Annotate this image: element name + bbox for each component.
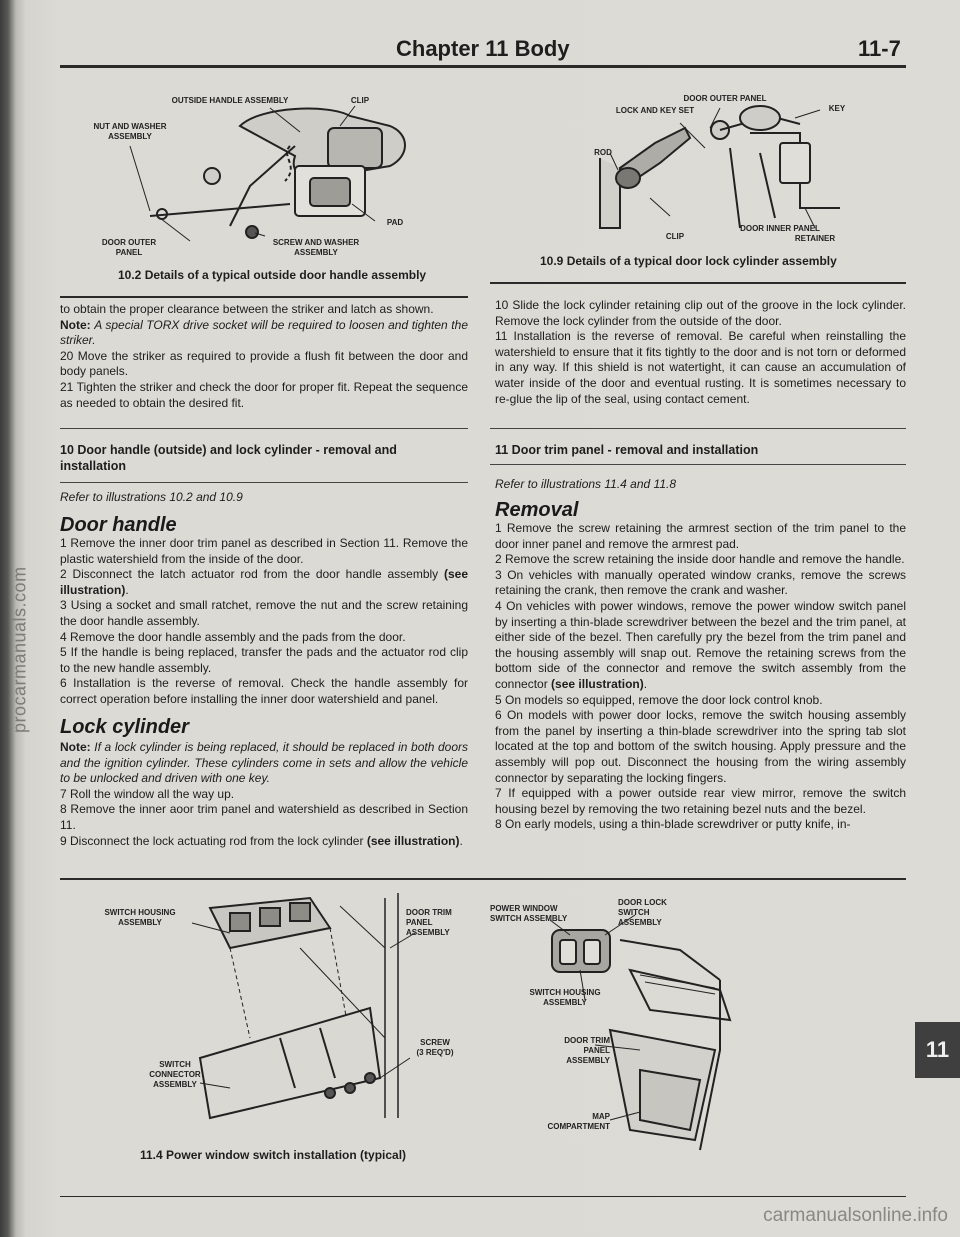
section-11-heading: 11 Door trim panel - removal and installation xyxy=(495,443,759,457)
label-screw-3: SCREW (3 REQ'D) xyxy=(416,1038,454,1057)
step-l9: 9 Disconnect the lock actuating rod from the lock cylinder (see illustration). xyxy=(60,833,463,848)
label-outside-handle: OUTSIDE HANDLE ASSEMBLY xyxy=(171,96,289,105)
caption-10-2: 10.2 Details of a typical outside door handle assembly xyxy=(118,268,427,282)
section-11-refer: Refer to illustrations 11.4 and 11.8 xyxy=(495,477,676,491)
step-r6: 6 On models with power door locks, remove the switch housing assembly from the panel by inserting a thin-blade screwdriver into the spring tab slot located at the top and bottom of the switch housing. Apply pressure and the assembly will pop out. Disconnect the housing from the wiring assembly connector by separating the locking fingers. xyxy=(495,708,906,785)
label-clip: CLIP xyxy=(350,96,370,105)
label-door-trim-panel-2: DOOR TRIM PANEL ASSEMBLY xyxy=(564,1036,610,1065)
note-torx xyxy=(60,318,468,349)
label-door-outer-panel-2: DOOR OUTER PANEL xyxy=(683,94,767,103)
note-label: Note: xyxy=(60,317,91,332)
section-10-refer: Refer to illustrations 10.2 and 10.9 xyxy=(60,490,243,504)
caption-10-9: 10.9 Details of a typical door lock cylinder assembly xyxy=(540,254,837,268)
footer-rule xyxy=(60,1196,906,1197)
label-screw-washer: SCREW AND WASHER ASSEMBLY xyxy=(272,238,360,257)
sec10-rule-bottom xyxy=(60,482,468,483)
label-door-inner-panel: DOOR INNER PANEL xyxy=(740,224,820,233)
para-10: 10 Slide the lock cylinder retaining clip out of the groove in the lock cylinder. Remove the lock cylinder from the outside of the door. xyxy=(495,298,906,328)
step-r2: 2 Remove the screw retaining the inside door handle and remove the handle. xyxy=(495,552,905,567)
step-l8: 8 Remove the inner aoor trim panel and watershield as described in Section 11. xyxy=(60,802,468,832)
label-lock-key-set: LOCK AND KEY SET xyxy=(615,106,695,115)
label-power-window: POWER WINDOW SWITCH ASSEMBLY xyxy=(490,904,568,923)
sec11-rule-bottom xyxy=(490,464,906,465)
step-r4: 4 On vehicles with power windows, remove the power window switch panel by inserting a thin-blade screwdriver between the bezel and the trim panel, at either side of the bezel. Then carefully pry the bezel from the trim panel and the housing assembly will snap out. Remove the retaining screws from the bottom side of the connector and remove the switch assembly from the connector (see illustration). xyxy=(495,598,906,691)
step-d2: 2 Disconnect the latch actuator rod from the door handle assembly (see illustration). xyxy=(60,567,468,597)
subhead-lock-cylinder: Lock cylinder xyxy=(60,716,189,738)
fig-10-9-rule xyxy=(490,282,906,284)
header-rule xyxy=(60,65,906,68)
label-switch-connector: SWITCH CONNECTOR ASSEMBLY xyxy=(149,1060,201,1089)
note-text: A special TORX drive socket will be required to loosen and tighten the striker. xyxy=(60,317,468,348)
watermark-left: procarmanuals.com xyxy=(9,566,30,734)
sec11-rule-top xyxy=(490,428,906,429)
figure-10-2 xyxy=(90,86,470,266)
para-21: 21 Tighten the striker and check the door for proper fit. Repeat the sequence as needed to obtain the desired fit. xyxy=(60,379,468,410)
figures-top-rule xyxy=(60,878,906,880)
label-clip-2: CLIP xyxy=(665,232,685,241)
para-striker-clearance: to obtain the proper clearance between the striker and latch as shown. xyxy=(60,302,434,316)
label-pad: PAD xyxy=(386,218,404,227)
figure-11-4 xyxy=(80,888,480,1138)
subhead-removal: Removal xyxy=(495,499,579,521)
label-nut-washer: NUT AND WASHER ASSEMBLY xyxy=(93,122,167,141)
label-key: KEY xyxy=(828,104,846,113)
para-11: 11 Installation is the reverse of removal. Be careful when reinstalling the watershield to ensure that it fits tightly to the door and is not torn or deformed in any way. If this shield is not watertight, it can cause an accumulation of water inside of the door and eventual rusting. It is sometimes necessary to re-glue the lip of the seal, using contact cement. xyxy=(495,329,906,406)
label-door-trim-panel: DOOR TRIM PANEL ASSEMBLY xyxy=(406,908,452,937)
step-d5: 5 If the handle is being replaced, transfer the pads and the actuator rod clip to the new handle assembly. xyxy=(60,645,468,675)
step-r8: 8 On early models, using a thin-blade screwdriver or putty knife, in- xyxy=(495,817,851,832)
step-r3: 3 On vehicles with manually operated window cranks, remove the screws retaining the crank, then remove the crank and washer. xyxy=(495,567,906,598)
caption-11-4: 11.4 Power window switch installation (typical) xyxy=(140,1148,407,1162)
step-r1: 1 Remove the screw retaining the armrest section of the trim panel to the door inner panel and remove the armrest pad. xyxy=(495,521,906,551)
section-10-heading: 10 Door handle (outside) and lock cylinder - removal and installation xyxy=(60,443,397,473)
label-switch-housing-2: SWITCH HOUSING ASSEMBLY xyxy=(529,988,601,1007)
left-top-text xyxy=(60,302,468,411)
chapter-title: Chapter 11 Body xyxy=(396,36,570,61)
subhead-door-handle: Door handle xyxy=(60,514,177,536)
step-r7: 7 If equipped with a power outside rear view mirror, remove the switch housing bezel by removing the two retaining bezel nuts and the bezel. xyxy=(495,786,906,816)
step-d6: 6 Installation is the reverse of removal. Check the handle assembly for correct operation before installing the inner door watershield and panel. xyxy=(60,676,468,706)
watermark-bottom: carmanualsonline.info xyxy=(763,1205,948,1226)
label-door-lock-switch: DOOR LOCK SWITCH ASSEMBLY xyxy=(618,898,667,927)
chapter-tab: 11 xyxy=(915,1022,960,1078)
label-map-compartment: MAP COMPARTMENT xyxy=(547,1112,610,1131)
figure-10-9 xyxy=(560,88,880,253)
step-d3: 3 Using a socket and small ratchet, remove the nut and the screw retaining the door handle assembly. xyxy=(60,598,468,628)
lock-cylinder-steps xyxy=(60,740,468,849)
step-l7: 7 Roll the window all the way up. xyxy=(60,786,235,801)
right-top-text xyxy=(495,298,906,407)
note-lock-cylinder: Note: If a lock cylinder is being replaced, it should be replaced in both doors and the ignition cylinder. These cylinders come in sets and allow the vehicle to be unlocked and driven with one key. xyxy=(60,740,468,786)
door-handle-steps xyxy=(60,536,468,708)
page-number: 11-7 xyxy=(858,36,901,61)
label-retainer: RETAINER xyxy=(794,234,836,243)
label-rod: ROD xyxy=(594,148,612,157)
removal-steps xyxy=(495,521,906,833)
para-20: 20 Move the striker as required to provide a flush fit between the door and body panels. xyxy=(60,348,468,379)
label-door-outer-panel: DOOR OUTER PANEL xyxy=(101,238,157,257)
fig-10-2-rule xyxy=(60,296,468,298)
figure-11-8 xyxy=(490,890,790,1160)
step-d1: 1 Remove the inner door trim panel as described in Section 11. Remove the plastic watershield from the inside of the door. xyxy=(60,536,468,566)
sec10-rule-top xyxy=(60,428,468,429)
label-switch-housing: SWITCH HOUSING ASSEMBLY xyxy=(104,908,176,927)
step-d4: 4 Remove the door handle assembly and the pads from the door. xyxy=(60,629,406,644)
step-r5: 5 On models so equipped, remove the door lock control knob. xyxy=(495,692,823,707)
